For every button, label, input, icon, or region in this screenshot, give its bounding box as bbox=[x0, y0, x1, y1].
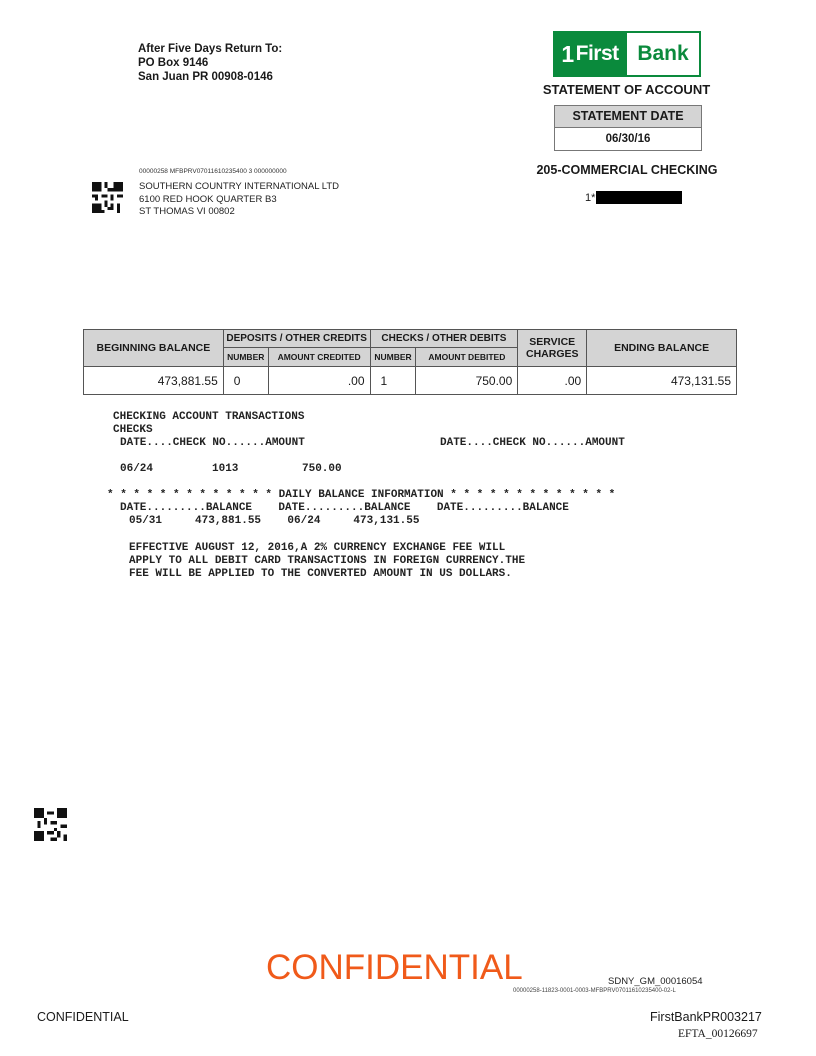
statement-date-box bbox=[554, 105, 702, 151]
checks-number: 1 bbox=[370, 367, 416, 395]
redaction-bar bbox=[596, 191, 682, 204]
confidential-label: CONFIDENTIAL bbox=[37, 1010, 129, 1024]
check-number: 1013 bbox=[212, 463, 239, 475]
check-amount: 750.00 bbox=[302, 463, 342, 475]
beginning-balance-header: BEGINNING BALANCE bbox=[84, 330, 224, 367]
checks-header-left: DATE....CHECK NO......AMOUNT bbox=[120, 437, 305, 449]
check-date: 06/24 bbox=[120, 463, 154, 475]
deposits-header: DEPOSITS / OTHER CREDITS bbox=[223, 330, 370, 348]
return-address-line2: PO Box 9146 bbox=[138, 57, 209, 69]
amount-credited-header: AMOUNT CREDITED bbox=[268, 348, 370, 367]
return-address-line3: San Juan PR 00908-0146 bbox=[138, 71, 273, 83]
service-charges: .00 bbox=[518, 367, 587, 395]
checks-label: CHECKS bbox=[113, 424, 153, 436]
notice-line2: APPLY TO ALL DEBIT CARD TRANSACTIONS IN FOREIGN CURRENCY.THE bbox=[129, 555, 526, 567]
firstbank-logo bbox=[553, 31, 701, 77]
document-id: 00000258-11823-0001-0003-MFBPRV07011610235400-02-L bbox=[513, 988, 676, 994]
service-charges-header: SERVICE CHARGES bbox=[518, 330, 587, 367]
amount-debited: 750.00 bbox=[416, 367, 518, 395]
return-address-line1: After Five Days Return To: bbox=[138, 43, 283, 55]
logo-first-text: First bbox=[575, 42, 619, 65]
notice-line3: FEE WILL BE APPLIED TO THE CONVERTED AMOUNT IN US DOLLARS. bbox=[129, 568, 512, 580]
amount-credited: .00 bbox=[268, 367, 370, 395]
mailing-address bbox=[139, 181, 339, 219]
statement-date-header: STATEMENT DATE bbox=[555, 106, 701, 128]
statement-title: STATEMENT OF ACCOUNT bbox=[542, 82, 711, 97]
barcode-icon bbox=[92, 182, 123, 213]
daily-balance-row: 05/31 473,881.55 06/24 473,131.55 bbox=[129, 515, 420, 527]
efta-number: EFTA_00126697 bbox=[678, 1028, 758, 1040]
mailing-name: SOUTHERN COUNTRY INTERNATIONAL LTD bbox=[139, 181, 340, 192]
deposits-number-header: NUMBER bbox=[223, 348, 268, 367]
notice-line1: EFFECTIVE AUGUST 12, 2016,A 2% CURRENCY EXCHANGE FEE WILL bbox=[129, 542, 506, 554]
mailing-city: ST THOMAS VI 00802 bbox=[139, 206, 235, 217]
logo-green-panel bbox=[553, 31, 627, 77]
account-type: 205-COMMERCIAL CHECKING bbox=[536, 163, 718, 177]
account-number bbox=[585, 191, 682, 204]
daily-balance-banner: * * * * * * * * * * * * * DAILY BALANCE INFORMATION * * * * * * * * * * * * * bbox=[107, 489, 616, 501]
deposits-number: 0 bbox=[223, 367, 268, 395]
mailing-code: 00000258 MFBPRV07011610235400 3 000000000 bbox=[139, 168, 287, 175]
checks-header: CHECKS / OTHER DEBITS bbox=[370, 330, 518, 348]
beginning-balance: 473,881.55 bbox=[84, 367, 224, 395]
amount-debited-header: AMOUNT DEBITED bbox=[416, 348, 518, 367]
firstbank-bates-number: FirstBankPR003217 bbox=[650, 1010, 762, 1024]
confidential-watermark: CONFIDENTIAL bbox=[266, 948, 523, 987]
statement-date: 06/30/16 bbox=[605, 133, 651, 145]
sdny-bates-number: SDNY_GM_00016054 bbox=[608, 976, 703, 987]
logo-number: 1 bbox=[561, 40, 574, 67]
checks-number-header: NUMBER bbox=[370, 348, 416, 367]
mailing-street: 6100 RED HOOK QUARTER B3 bbox=[139, 193, 277, 205]
barcode-icon bbox=[34, 808, 67, 841]
daily-balance-header: DATE.........BALANCE DATE.........BALANCE DATE.........BALANCE bbox=[120, 502, 569, 514]
checks-header-right: DATE....CHECK NO......AMOUNT bbox=[440, 437, 625, 449]
summary-row bbox=[84, 367, 737, 395]
ending-balance: 473,131.55 bbox=[587, 367, 737, 395]
ending-balance-header: ENDING BALANCE bbox=[587, 330, 737, 367]
return-address bbox=[138, 42, 282, 84]
logo-bank-text: Bank bbox=[627, 31, 701, 77]
transactions-title: CHECKING ACCOUNT TRANSACTIONS bbox=[113, 411, 305, 423]
account-summary-table bbox=[83, 329, 737, 395]
account-number-prefix: 1* bbox=[585, 191, 596, 204]
